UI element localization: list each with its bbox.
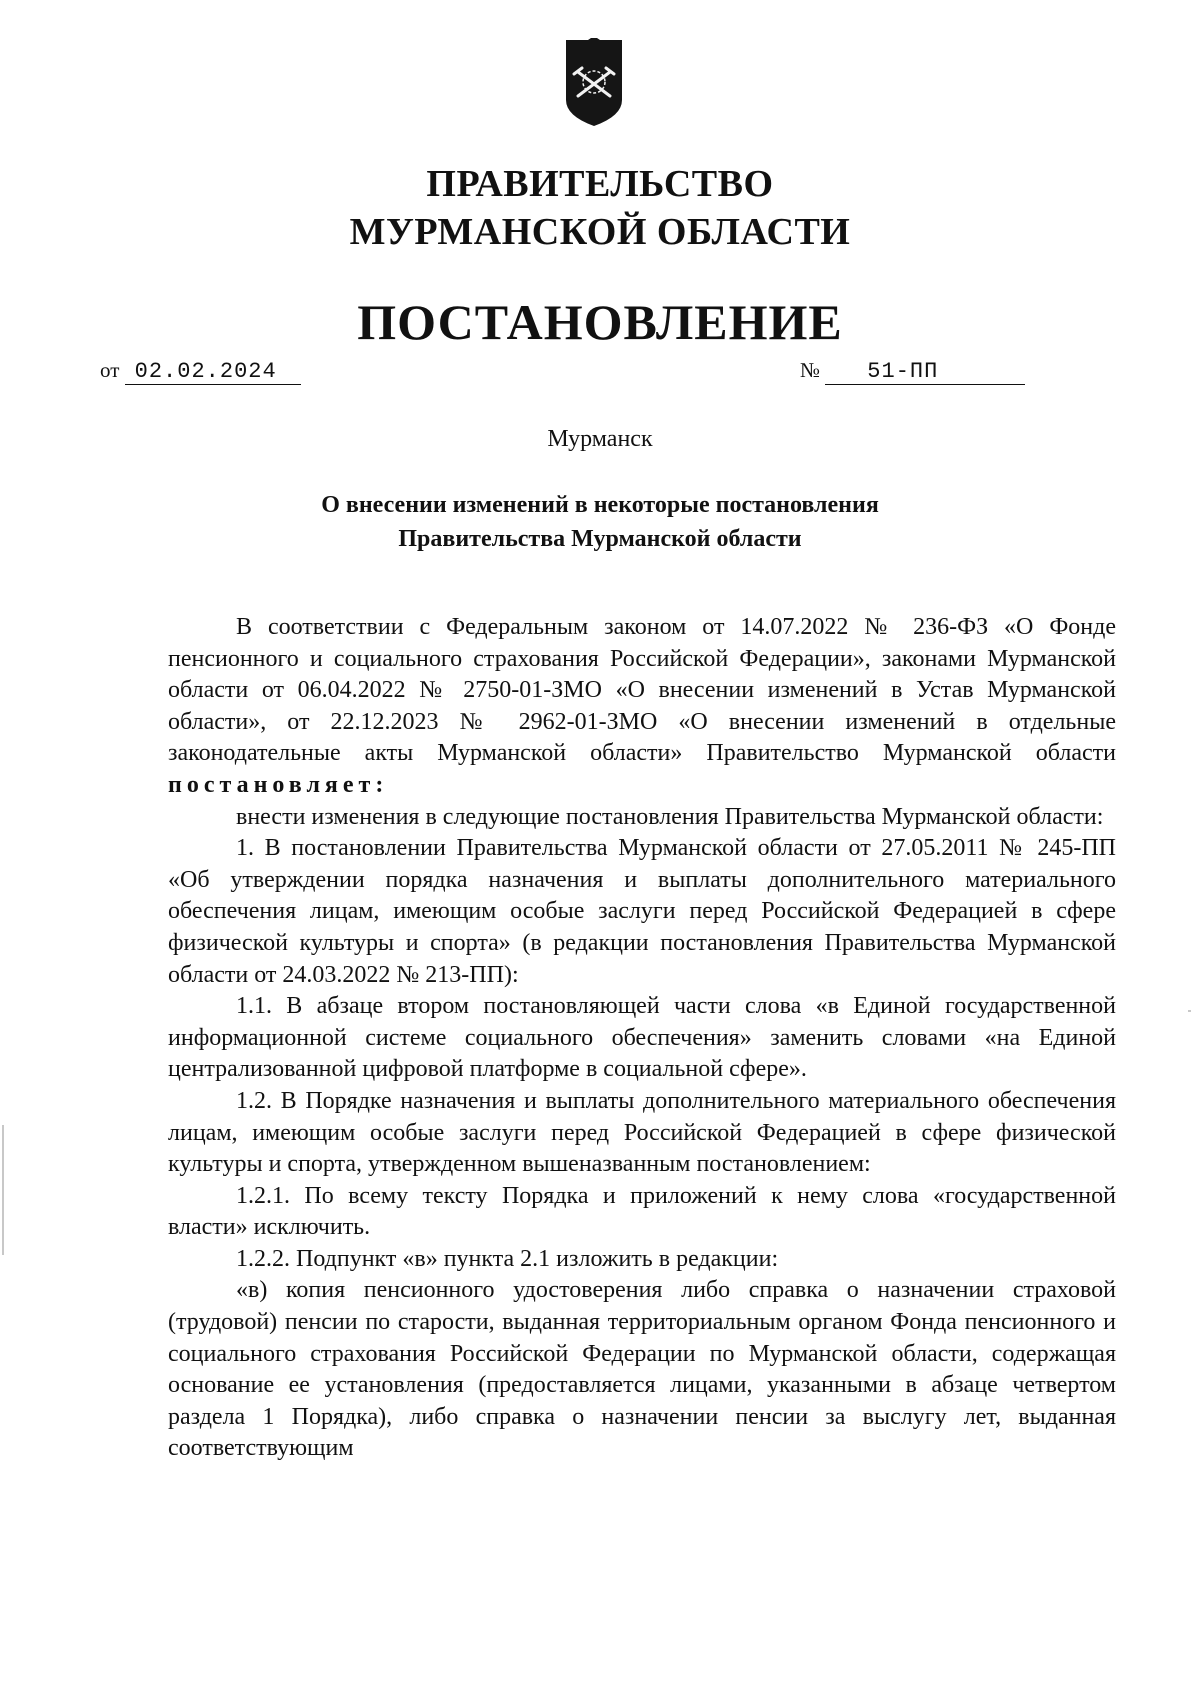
scan-speck xyxy=(1188,1010,1191,1012)
date-prefix: от xyxy=(100,358,120,382)
date-field xyxy=(100,356,301,385)
document-type: ПОСТАНОВЛЕНИЕ xyxy=(357,294,843,350)
body-paragraph-8: «в) копия пенсионного удостоверения либо справка о назначении страховой (трудовой) пенсии по старости, выданная территориальным органом Фонда пенсионного и социального страхования Российской Федерации по Мурманской области, содержащая основание ее установления (предоставляется лицами, указанными в абзаце четвертом раздела 1 Порядка), либо справка о назначении пенсии за выслугу лет, выданная соответствующим xyxy=(168,1277,1116,1462)
body-paragraph-5: 1.2. В Порядке назначения и выплаты дополнительного материального обеспечения лицам, имеющим особые заслуги перед Российской Федерацией в сфере физической культуры и спорта, утвержденном вышеназванным постановлением: xyxy=(168,1087,1116,1178)
body-paragraph-7: 1.2.2. Подпункт «в» пункта 2.1 изложить в редакции: xyxy=(236,1245,779,1272)
document-date: 02.02.2024 xyxy=(134,359,277,384)
organization-line-1: ПРАВИТЕЛЬСТВО xyxy=(426,163,774,205)
document-subject xyxy=(0,488,1200,556)
subject-line-2: Правительства Мурманской области xyxy=(398,526,802,552)
resolution-keyword: постановляет: xyxy=(168,771,389,798)
body-paragraph-2: внести изменения в следующие постановления Правительства Мурманской области: xyxy=(236,803,1104,830)
document-body xyxy=(168,612,1116,1465)
city: Мурманск xyxy=(547,426,653,452)
body-paragraph-4: 1.1. В абзаце втором постановляющей части слова «в Единой государственной информационной системе социального обеспечения» заменить словами «на Единой централизованной цифровой платформе в социальной сфере». xyxy=(168,993,1116,1083)
body-paragraph-3: 1. В постановлении Правительства Мурманской области от 27.05.2011 № 245-ПП «Об утверждении порядка назначения и выплаты дополнительного материального обеспечения лицам, имеющим особые заслуги перед Российской Федерацией в сфере физической культуры и спорта» (в редакции постановления Правительства Мурманской области от 24.03.2022 № 213-ПП): xyxy=(168,835,1116,988)
number-field xyxy=(800,356,1025,385)
coat-of-arms-icon xyxy=(560,38,628,128)
body-paragraph-1: В соответствии с Федеральным законом от 14.07.2022 № 236-ФЗ «О Фонде пенсионного и социального страхования Российской Федерации», законами Мурманской области от 06.04.2022 № 2750-01-ЗМО «О внесении изменений в Устав Мурманской области», от 22.12.2023 № 2962-01-ЗМО «О внесении изменений в отдельные законодательные акты Мурманской области» Правительство Мурманской области постановляет: xyxy=(168,614,1116,798)
organization-line-2: МУРМАНСКОЙ ОБЛАСТИ xyxy=(349,211,851,253)
body-paragraph-6: 1.2.1. По всему тексту Порядка и приложений к нему слова «государственной власти» исключить. xyxy=(168,1182,1116,1241)
number-prefix: № xyxy=(800,358,821,382)
subject-line-1: О внесении изменений в некоторые постановления xyxy=(321,492,879,518)
document-number: 51-ПП xyxy=(867,359,939,384)
scan-edge-mark xyxy=(2,1125,4,1255)
organization-name xyxy=(0,160,1200,256)
